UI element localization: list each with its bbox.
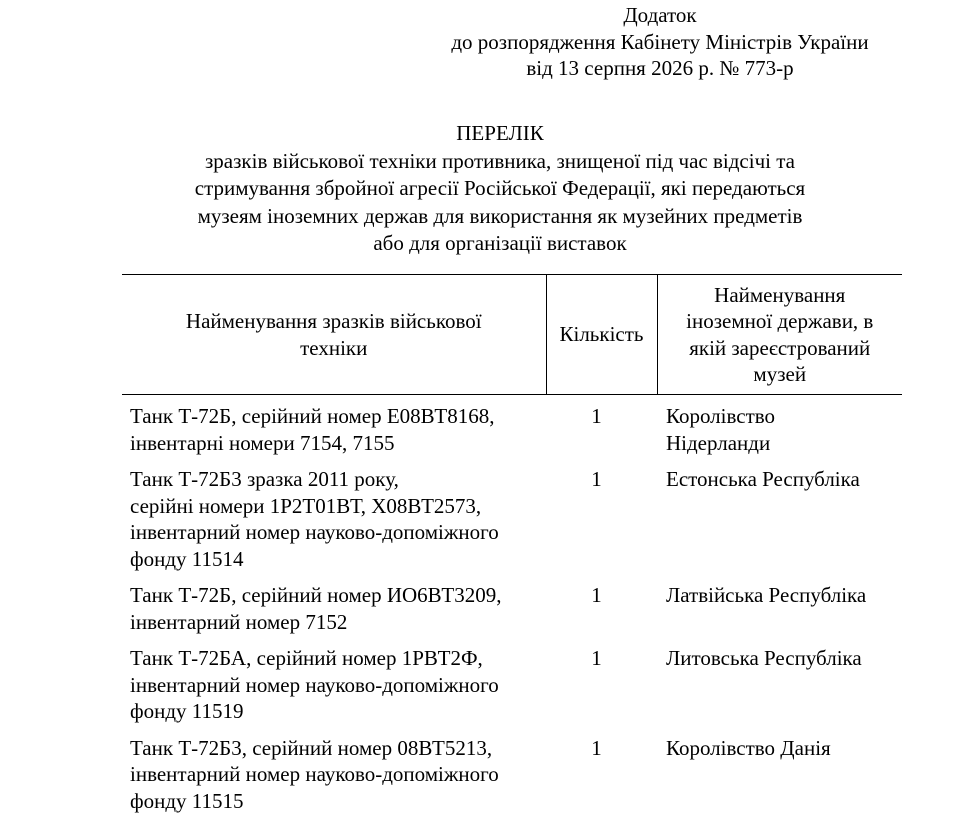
equipment-name-line: інвентарний номер науково-допоміжного <box>130 762 499 786</box>
country-line: Королівство Данія <box>666 735 831 760</box>
annex-order-reference: до розпорядження Кабінету Міністрів України <box>451 29 869 54</box>
header-country: Найменування іноземної держави, в якій зареєстрований музей <box>657 275 902 395</box>
annex-label: Додаток <box>623 3 697 27</box>
table-row <box>122 395 902 467</box>
quantity-cell: 1 <box>591 583 602 607</box>
equipment-name-line: Танк Т-72БА, серійний номер 1РВТ2Ф, <box>130 646 483 670</box>
table-row <box>122 582 902 645</box>
document-title: ПЕРЕЛІК <box>456 121 544 145</box>
table-header-row <box>122 275 902 395</box>
equipment-name-cell <box>122 466 546 582</box>
equipment-name-line: інвентарний номер 7152 <box>130 609 348 634</box>
document-subtitle-line-1: зразків військової техніки противника, знищеної під час відсічі та <box>205 148 795 173</box>
quantity-cell: 1 <box>591 404 602 428</box>
country-cell <box>657 466 902 582</box>
document-subtitle-line-4: або для організації виставок <box>373 231 627 255</box>
annex-block <box>360 2 960 82</box>
table-row <box>122 466 902 582</box>
country-cell <box>657 582 902 645</box>
equipment-name-line: інвентарний номер науково-допоміжного <box>130 520 499 544</box>
equipment-table <box>122 274 902 818</box>
quantity-cell: 1 <box>591 735 602 760</box>
country-line: Латвійська Республіка <box>666 583 867 607</box>
equipment-name-line: Танк Т-72Б3 зразка 2011 року, <box>130 467 399 491</box>
document-subtitle-line-2: стримування збройної агресії Російської Федерації, які передаються <box>194 176 806 200</box>
annex-order-date: від 13 серпня 2026 р. № 773-р <box>526 56 794 80</box>
document-subtitle-line-3: музеям іноземних держав для використання як музейних предметів <box>197 203 803 228</box>
country-cell <box>657 395 902 467</box>
country-line: Нідерланди <box>666 430 771 455</box>
equipment-name-line: серійні номери 1Р2Т01ВТ, Х08ВТ2573, <box>130 493 482 518</box>
country-cell <box>657 735 902 819</box>
equipment-name-line: фонду 11515 <box>130 788 244 813</box>
equipment-name-line: інвентарні номери 7154, 7155 <box>130 430 395 455</box>
document-heading <box>100 120 900 258</box>
equipment-name-cell <box>122 735 546 819</box>
table-row <box>122 735 902 819</box>
equipment-name-cell <box>122 395 546 467</box>
equipment-name-line: Танк Т-72Б, серійний номер ИО6ВТ3209, <box>130 583 502 607</box>
equipment-name-line: фонду 11519 <box>130 699 244 723</box>
table-row <box>122 645 902 735</box>
header-quantity: Кількість <box>546 275 657 395</box>
country-line: Литовська Республіка <box>666 646 862 670</box>
equipment-name-cell <box>122 582 546 645</box>
header-equipment-name: Найменування зразків військової техніки <box>122 275 546 395</box>
equipment-name-line: Танк Т-72Б, серійний номер Е08ВТ8168, <box>130 404 495 428</box>
equipment-name-cell <box>122 645 546 735</box>
quantity-cell: 1 <box>591 646 602 670</box>
quantity-cell: 1 <box>591 467 602 491</box>
equipment-name-line: фонду 11514 <box>130 546 244 571</box>
country-line: Естонська Республіка <box>666 467 860 491</box>
country-cell <box>657 645 902 735</box>
country-line: Королівство <box>666 404 776 428</box>
equipment-name-line: Танк Т-72Б3, серійний номер 08ВТ5213, <box>130 735 493 760</box>
equipment-name-line: інвентарний номер науково-допоміжного <box>130 672 499 697</box>
